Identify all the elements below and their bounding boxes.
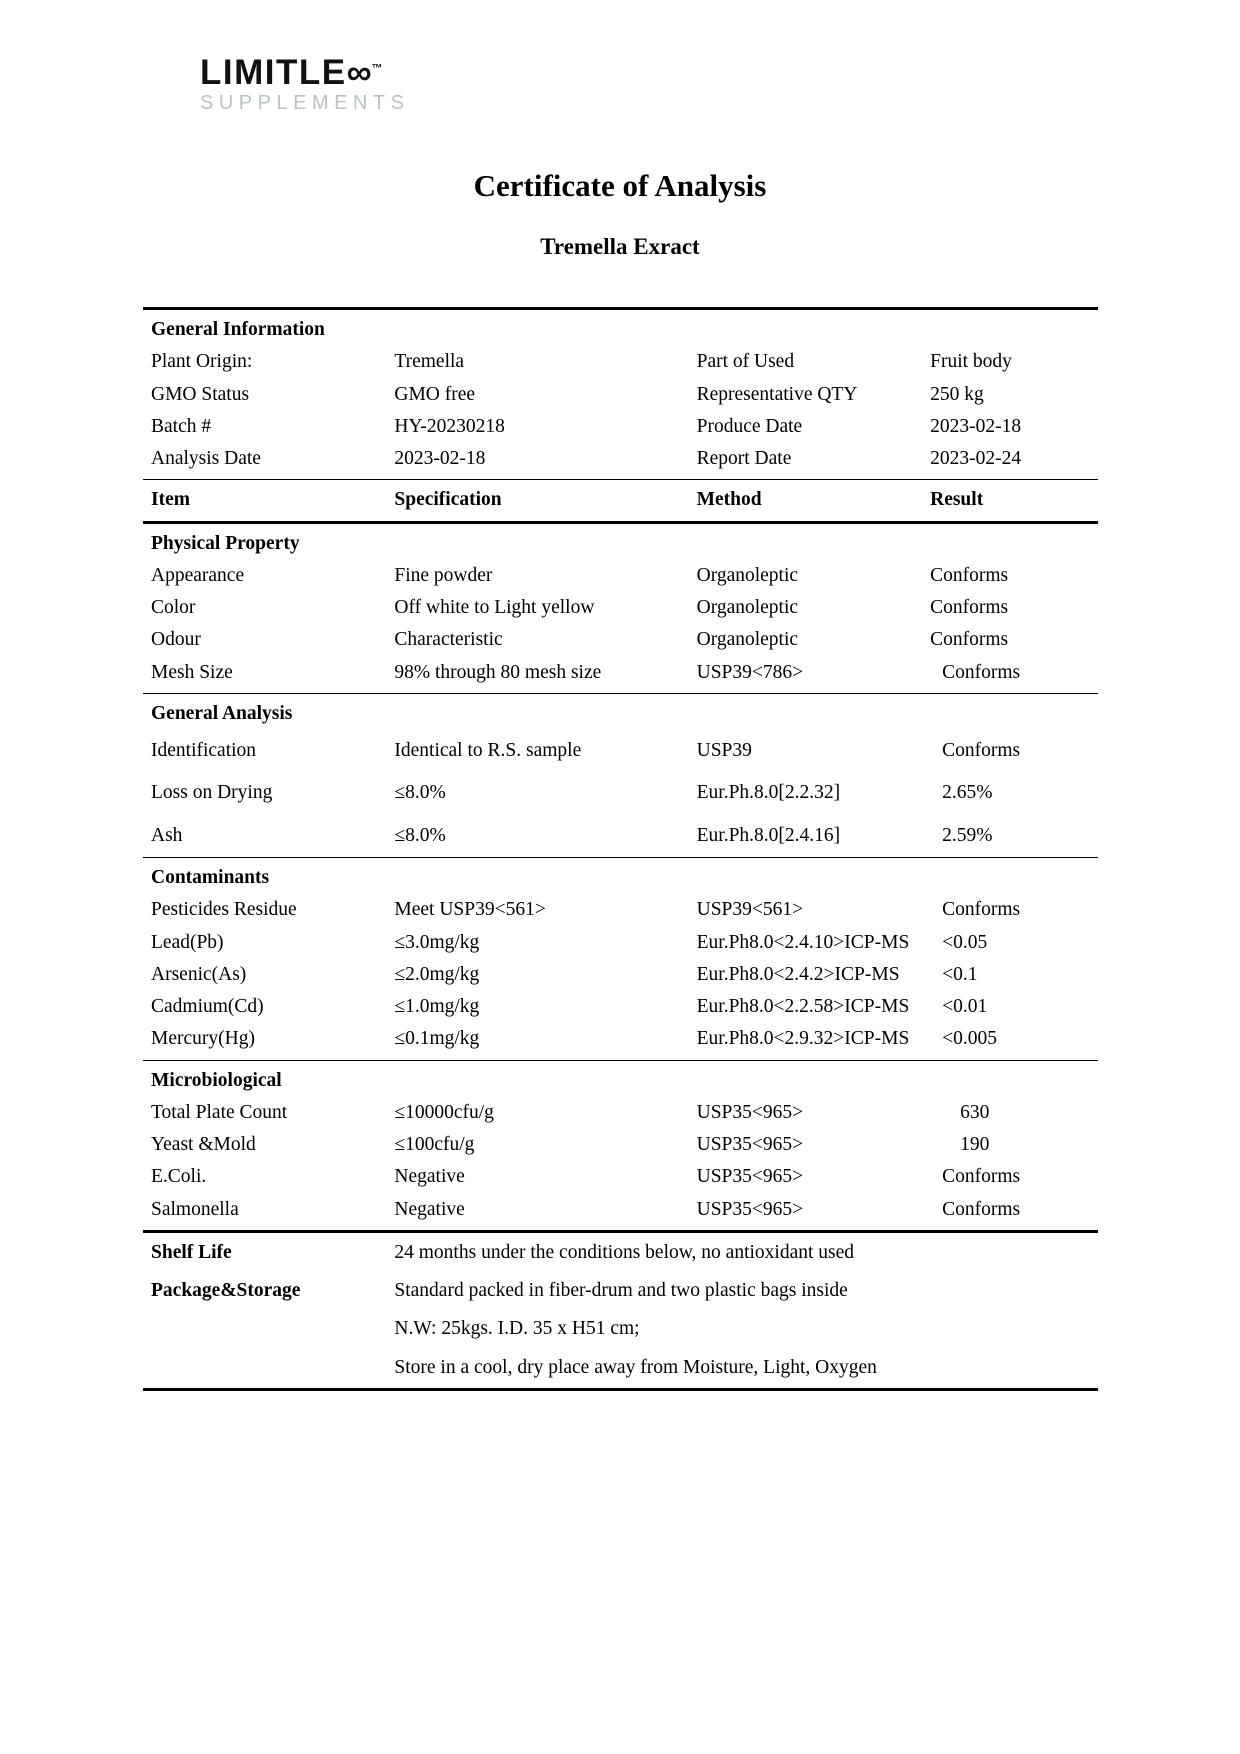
section-heading-physical-property: Physical Property xyxy=(151,532,300,554)
column-header-specification: Specification xyxy=(394,480,696,522)
column-header-row xyxy=(143,480,1098,522)
package-storage-line-3: Store in a cool, dry place away from Moisture, Light, Oxygen xyxy=(394,1349,1098,1390)
row-method: USP35<965> xyxy=(697,1194,931,1232)
row-spec: Fine powder xyxy=(394,564,493,586)
row-method: Organoleptic xyxy=(696,629,799,651)
row-result: 190 xyxy=(960,1134,990,1156)
package-storage-row xyxy=(143,1349,1098,1390)
shelf-life-label: Shelf Life xyxy=(151,1241,232,1263)
row-spec: ≤8.0% xyxy=(394,815,696,858)
row-spec: ≤2.0mg/kg xyxy=(394,963,480,985)
row-item: Loss on Drying xyxy=(151,782,273,804)
row-item: Cadmium(Cd) xyxy=(151,996,264,1018)
general-info-value-2: 2023-02-24 xyxy=(930,443,1098,480)
table-row xyxy=(143,624,1098,656)
row-result: Conforms xyxy=(930,1194,1098,1232)
spacer-cell xyxy=(930,309,1098,347)
spacer-cell xyxy=(697,1060,931,1097)
row-result: <0.1 xyxy=(942,963,978,985)
row-spec: Off white to Light yellow xyxy=(394,597,595,619)
row-spec: ≤1.0mg/kg xyxy=(394,996,480,1018)
spacer-cell xyxy=(697,693,931,730)
spacer-cell xyxy=(697,309,931,347)
trademark-icon: ™ xyxy=(371,62,383,75)
spacer-cell xyxy=(394,309,696,347)
row-spec: ≤0.1mg/kg xyxy=(394,1023,696,1060)
row-spec: Characteristic xyxy=(394,629,503,651)
row-result: Conforms xyxy=(942,1166,1021,1188)
row-spec: 98% through 80 mesh size xyxy=(394,657,696,694)
row-item: Odour xyxy=(151,629,201,651)
table-row xyxy=(143,411,1098,443)
spacer-cell xyxy=(930,693,1098,730)
table-row xyxy=(143,1023,1098,1060)
table-row xyxy=(143,379,1098,411)
row-result: Conforms xyxy=(930,629,1009,651)
general-info-label: Plant Origin: xyxy=(151,351,253,373)
row-method: Eur.Ph.8.0[2.4.16] xyxy=(697,815,931,858)
general-info-value-2: 250 kg xyxy=(930,383,984,405)
general-info-label-2: Report Date xyxy=(697,443,931,480)
row-item: Ash xyxy=(143,815,394,858)
row-spec: ≤10000cfu/g xyxy=(394,1101,494,1123)
spacer-cell xyxy=(394,857,696,894)
row-spec: Negative xyxy=(394,1194,696,1232)
row-method: Organoleptic xyxy=(696,564,799,586)
row-method: Eur.Ph.8.0[2.2.32] xyxy=(696,782,841,804)
row-method: USP35<965> xyxy=(696,1134,804,1156)
table-row xyxy=(143,991,1098,1023)
row-result: Conforms xyxy=(930,657,1098,694)
section-heading-microbiological: Microbiological xyxy=(151,1069,282,1091)
brand-logo xyxy=(200,55,500,115)
row-method: Eur.Ph8.0<2.9.32>ICP-MS xyxy=(697,1023,931,1060)
row-item: Identification xyxy=(151,740,257,762)
general-info-heading: General Information xyxy=(143,309,394,347)
row-method: USP35<965> xyxy=(696,1166,804,1188)
row-result: Conforms xyxy=(930,564,1009,586)
shelf-life-value: 24 months under the conditions below, no antioxidant used xyxy=(394,1241,855,1263)
spacer-cell xyxy=(394,522,696,560)
table-row xyxy=(143,927,1098,959)
general-info-label: Batch # xyxy=(151,415,212,437)
row-result: <0.05 xyxy=(942,931,988,953)
column-header-result: Result xyxy=(930,480,1098,522)
row-spec: Identical to R.S. sample xyxy=(394,740,582,762)
row-method: Eur.Ph8.0<2.2.58>ICP-MS xyxy=(696,996,910,1018)
table-row xyxy=(143,894,1098,926)
general-info-label: Analysis Date xyxy=(143,443,394,480)
row-method: Organoleptic xyxy=(696,597,799,619)
product-name: Tremella Exract xyxy=(540,234,700,259)
section-heading-row xyxy=(143,693,1098,730)
package-storage-row xyxy=(143,1272,1098,1310)
page-title: Certificate of Analysis xyxy=(473,168,767,203)
section-heading-row xyxy=(143,1060,1098,1097)
row-item: Pesticides Residue xyxy=(151,899,297,921)
row-spec: ≤3.0mg/kg xyxy=(394,931,480,953)
table-row xyxy=(143,443,1098,480)
general-info-label-2: Representative QTY xyxy=(696,383,858,405)
row-spec: Meet USP39<561> xyxy=(394,899,546,921)
logo-subtext: SUPPLEMENTS xyxy=(200,92,410,114)
general-info-heading-row xyxy=(143,309,1098,347)
spacer-cell xyxy=(143,1349,394,1390)
package-storage-label: Package&Storage xyxy=(151,1280,301,1302)
table-row xyxy=(143,657,1098,694)
row-result: <0.005 xyxy=(930,1023,1098,1060)
row-result: 2.59% xyxy=(930,815,1098,858)
table-row xyxy=(143,1194,1098,1232)
table-row xyxy=(143,1161,1098,1193)
section-heading-general-analysis: General Analysis xyxy=(151,702,293,724)
section-heading-row xyxy=(143,857,1098,894)
general-info-value: GMO free xyxy=(394,383,476,405)
row-item: Mesh Size xyxy=(143,657,394,694)
row-result: Conforms xyxy=(930,597,1009,619)
table-row xyxy=(143,772,1098,814)
row-result: 630 xyxy=(960,1101,990,1123)
table-row xyxy=(143,1129,1098,1161)
spacer-cell xyxy=(930,1060,1098,1097)
table-row xyxy=(143,815,1098,858)
coa-table xyxy=(143,307,1098,1391)
row-item: Lead(Pb) xyxy=(151,931,224,953)
spacer-cell xyxy=(143,1310,394,1348)
general-info-value-2: 2023-02-18 xyxy=(930,415,1022,437)
column-header-method: Method xyxy=(697,480,931,522)
row-result: <0.01 xyxy=(942,996,988,1018)
package-storage-row xyxy=(143,1310,1098,1348)
section-heading-row xyxy=(143,522,1098,560)
general-info-value: HY-20230218 xyxy=(394,415,505,437)
table-row xyxy=(143,959,1098,991)
general-info-value-2: Fruit body xyxy=(930,351,1012,373)
general-info-label-2: Part of Used xyxy=(696,351,795,373)
row-spec: ≤8.0% xyxy=(394,782,446,804)
table-row xyxy=(143,592,1098,624)
row-method: USP35<965> xyxy=(696,1101,804,1123)
row-result: Conforms xyxy=(942,899,1021,921)
row-item: E.Coli. xyxy=(151,1166,207,1188)
row-item: Color xyxy=(151,597,196,619)
general-info-value: Tremella xyxy=(394,351,465,373)
row-result: Conforms xyxy=(942,740,1021,762)
row-spec: ≤100cfu/g xyxy=(394,1134,475,1156)
row-item: Mercury(Hg) xyxy=(143,1023,394,1060)
row-method: Eur.Ph8.0<2.4.2>ICP-MS xyxy=(696,963,900,985)
logo-wordmark xyxy=(200,55,500,90)
table-row xyxy=(143,560,1098,592)
package-storage-line-1: Standard packed in fiber-drum and two plastic bags inside xyxy=(394,1280,848,1302)
package-storage-line-2: N.W: 25kgs. I.D. 35 x H51 cm; xyxy=(394,1318,640,1340)
shelf-life-row xyxy=(143,1231,1098,1272)
spacer-cell xyxy=(697,522,931,560)
table-row xyxy=(143,1097,1098,1129)
infinity-icon: ∞ xyxy=(346,53,372,92)
section-heading-contaminants: Contaminants xyxy=(151,866,270,888)
column-header-item: Item xyxy=(143,480,394,522)
row-method: USP39<561> xyxy=(696,899,804,921)
row-result: 2.65% xyxy=(942,782,993,804)
row-item: Total Plate Count xyxy=(151,1101,288,1123)
spacer-cell xyxy=(930,857,1098,894)
row-spec: Negative xyxy=(394,1166,465,1188)
spacer-cell xyxy=(394,1060,696,1097)
row-method: USP39 xyxy=(696,740,752,762)
row-item: Yeast &Mold xyxy=(151,1134,256,1156)
row-method: Eur.Ph8.0<2.4.10>ICP-MS xyxy=(696,931,910,953)
general-info-label: GMO Status xyxy=(151,383,250,405)
table-row xyxy=(143,730,1098,772)
table-row xyxy=(143,346,1098,378)
row-item: Arsenic(As) xyxy=(151,963,247,985)
spacer-cell xyxy=(394,693,696,730)
row-item: Salmonella xyxy=(143,1194,394,1232)
row-method: USP39<786> xyxy=(697,657,931,694)
spacer-cell xyxy=(930,522,1098,560)
general-info-value: 2023-02-18 xyxy=(394,443,696,480)
logo-wordmark-text: LIMITLE xyxy=(200,53,347,92)
row-item: Appearance xyxy=(151,564,245,586)
general-info-label-2: Produce Date xyxy=(696,415,803,437)
spacer-cell xyxy=(697,857,931,894)
